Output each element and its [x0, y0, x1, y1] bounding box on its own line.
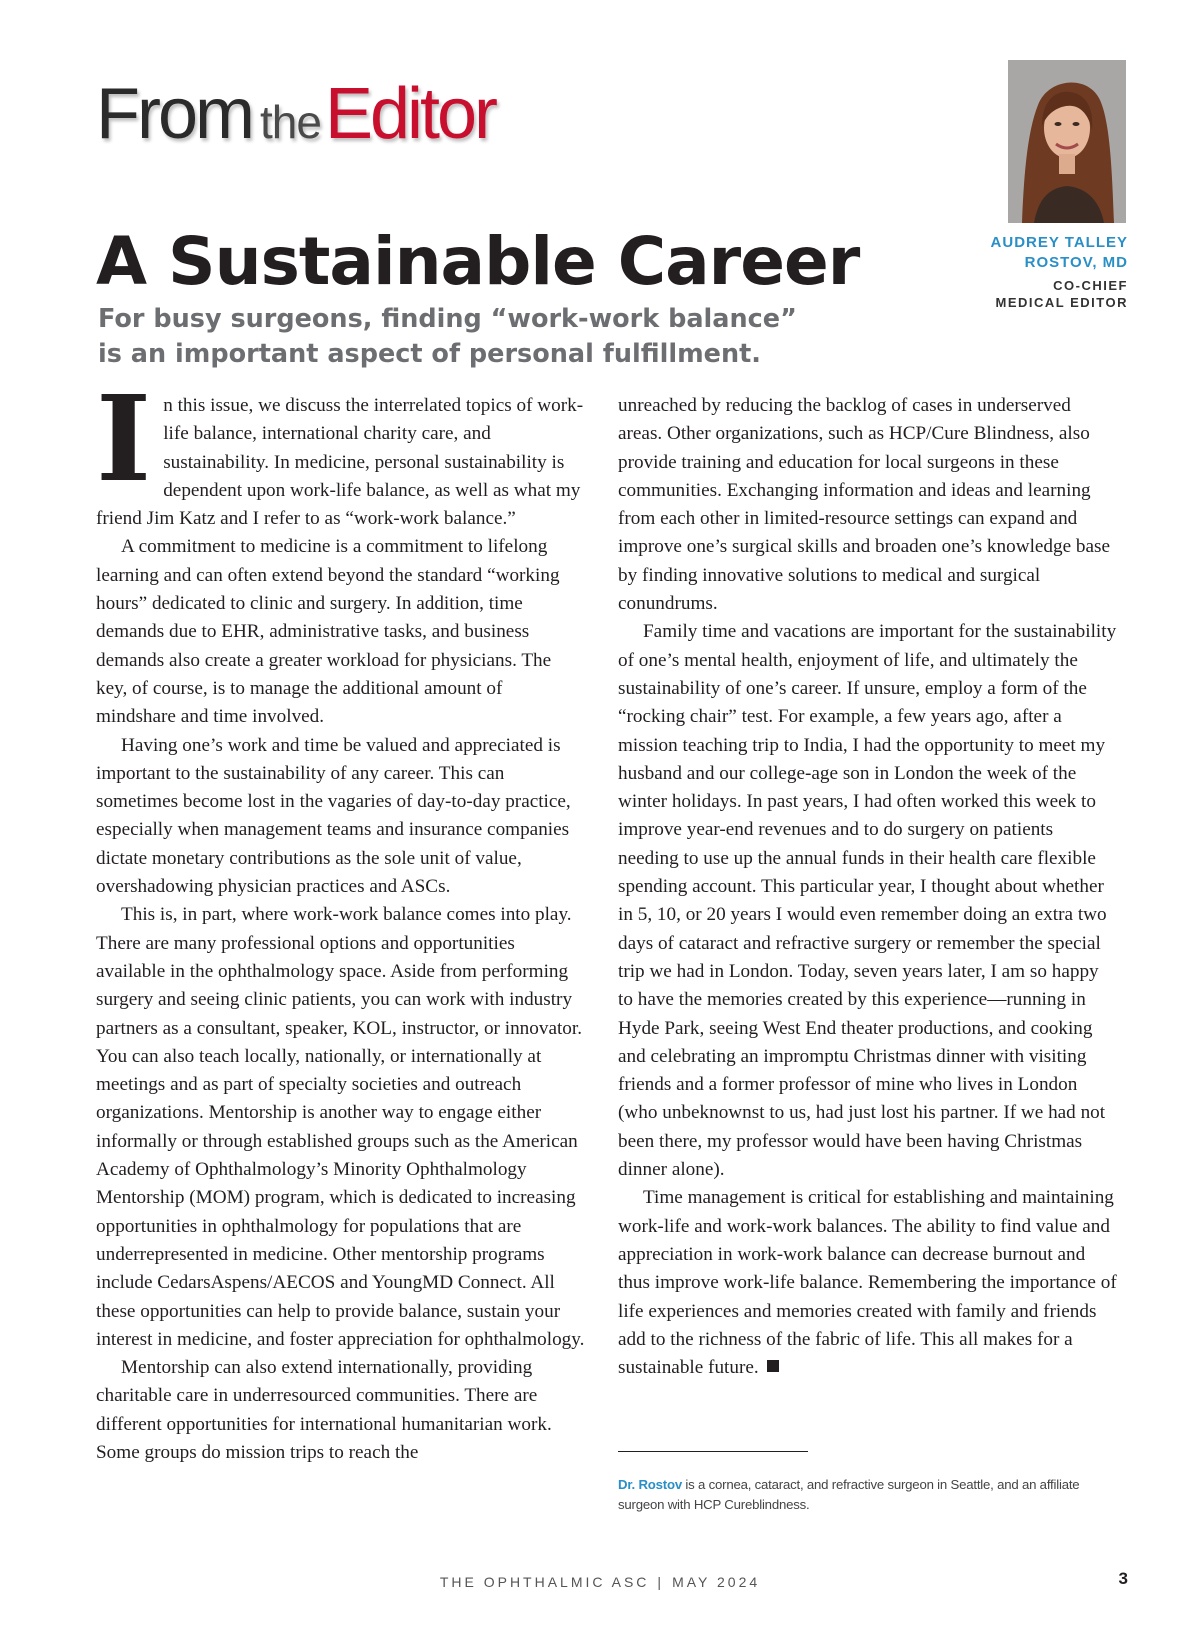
paragraph-final-text: Time management is critical for establishing and maintaining work-life and work-work balances. The ability to find value and appreciation in work-work balance can decrease burnout and thus improve work-life balance. Remembering the importance of life experiences and memories created with family and friends add to the richness of the fabric of life. This all makes for a sustainable future. — [618, 1187, 1117, 1379]
paragraph-final — [618, 1184, 1118, 1382]
paragraph: Mentorship can also extend internationally, providing charitable care in underresourced communities. There are different opportunities for international humanitarian work. Some groups do mission trips to reach the — [96, 1357, 552, 1463]
paragraph: Family time and vacations are important for the sustainability of one’s mental health, enjoyment of life, and ultimately the sustainability of one’s career. If unsure, employ a form of the “rocking chair” test. For example, a few years ago, after a mission teaching trip to India, I had the opportunity to meet my husband and our college-age son in London the week of the winter holidays. In past years, I had often worked this week to improve year-end revenues and to do surgery on patients needing to use up the annual funds in their health care flexible spending account. This particular year, I thought about whether in 5, 10, or 20 years I would even remember doing an extra two days of cataract and refractive surgery or remember the special trip we had in London. Today, seven years later, I am so happy to have the memories created by this experience—running in Hyde Park, seeing West End theater productions, and cooking and celebrating an impromptu Christmas dinner with visiting friends and a former professor of mine who lives in London (who unbeknownst to us, had just lost his partner. If we had not been there, my professor would have been having Christmas dinner alone). — [618, 621, 1117, 1181]
author-byline — [991, 233, 1128, 311]
footer-issue: MAY 2024 — [672, 1574, 761, 1590]
end-of-article-mark — [767, 1360, 779, 1372]
article-title: A Sustainable Career — [96, 223, 860, 300]
author-role-line1: CO-CHIEF — [1053, 278, 1128, 293]
masthead-word-editor: Editor — [324, 74, 496, 154]
masthead-word-the: the — [259, 96, 321, 148]
paragraph: A commitment to medicine is a commitment to lifelong learning and can often extend beyond the standard “working hours” dedicated to clinic and surgery. In addition, time demands due to EHR, administrative tasks, and business demands also create a greater workload for physicians. The key, of course, is to manage the additional amount of mindshare and time involved. — [96, 536, 560, 728]
article-column-left — [96, 369, 586, 1467]
page-number: 3 — [1118, 1569, 1128, 1588]
section-masthead — [96, 74, 496, 154]
paragraph: n this issue, we discuss the interrelated topics of work-life balance, international charity care, and sustainability. In medicine, personal sustainability is dependent upon work-life balance, as well as what my friend Jim Katz and I refer to as “work-work balance.” — [96, 395, 584, 530]
footer-separator: | — [657, 1574, 665, 1590]
article-deck: For busy surgeons, finding “work-work balance” is an important aspect of personal fulfillment. — [98, 304, 797, 369]
page-footer — [0, 1574, 1200, 1590]
paragraph: This is, in part, where work-work balance comes into play. There are many professional options and opportunities available in the ophthalmology space. Aside from performing surgery and seeing clinic patients, you can work with industry partners as a consultant, speaker, KOL, instructor, or innovator. You can also teach locally, nationally, or internationally at meetings and as part of specialty societies and outreach organizations. Mentorship is another way to engage either informally or through established groups such as the American Academy of Ophthalmology’s Minority Ophthalmology Mentorship (MOM) program, which is dedicated to increasing opportunities in ophthalmology for populations that are underrepresented in medicine. Other mentorship programs include CedarsAspens/AECOS and YoungMD Connect. All these opportunities can help to provide balance, sustain your interest in medicine, and foster appreciation for ophthalmology. — [96, 904, 585, 1350]
article-column-right — [618, 392, 1118, 1382]
author-role-line2: MEDICAL EDITOR — [995, 295, 1128, 310]
bio-divider — [618, 1451, 808, 1452]
author-name-line2: ROSTOV, MD — [1024, 254, 1128, 271]
masthead-word-from: From — [96, 74, 252, 154]
author-photo — [1008, 60, 1126, 223]
paragraph: Having one’s work and time be valued and appreciated is important to the sustainability of any career. This can sometimes become lost in the vagaries of day-to-day practice, especially when management teams and insurance companies dictate monetary contributions as the sole unit of value, overshadowing physician practices and ASCs. — [96, 734, 571, 898]
bio-author-name: Dr. Rostov — [618, 1477, 682, 1492]
drop-cap: I — [96, 369, 152, 508]
author-name-line1: AUDREY TALLEY — [990, 234, 1128, 251]
author-bio — [618, 1475, 1088, 1515]
paragraph: unreached by reducing the backlog of cases in underserved areas. Other organizations, such as HCP/Cure Blindness, also provide training and education for local surgeons in these communities. Exchanging information and ideas and learning from each other in limited-resource settings can expand and improve one’s surgical skills and broaden one’s knowledge base by finding innovative solutions to medical and surgical conundrums. — [618, 395, 1111, 615]
footer-publication: THE OPHTHALMIC ASC — [439, 1574, 650, 1590]
bio-text: is a cornea, cataract, and refractive surgeon in Seattle, and an affiliate surgeon with HCP Cureblindness. — [618, 1477, 1080, 1512]
